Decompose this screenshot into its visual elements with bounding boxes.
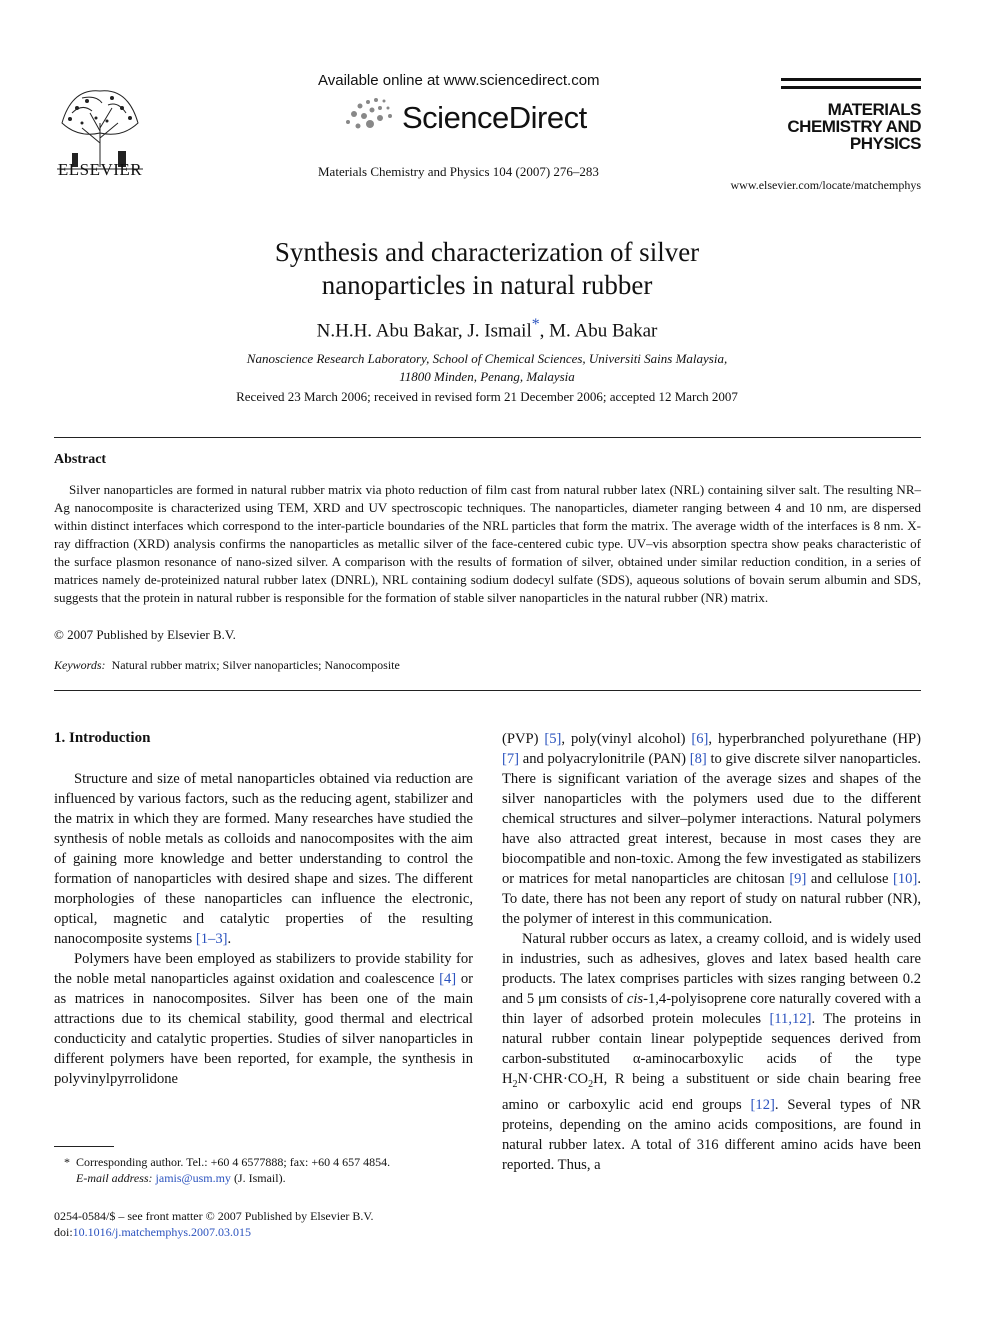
text-run: (PVP) <box>502 731 545 747</box>
journal-url[interactable]: www.elsevier.com/locate/matchemphys <box>730 178 921 192</box>
text-run: . Several types of NR proteins, depending on the amino acids compositions, are found in natural rubber latex. A total of 316 different amino acids have been reported. Thus, a <box>502 1096 921 1173</box>
text-run: . To date, there has not been any report of study on natural rubber (NR), the polymer of interest in this communication. <box>502 871 921 927</box>
text-run: Structure and size of metal nanoparticles obtained via reduction are influenced by various factors, such as the reducing agent, stabilizer and the matrix in which they are formed. Many researches have studied the synthesis of noble metals as colloids and nanocomposites with the aim of gaining more knowledge and better understanding to control the formation of nanoparticles with desired shape and sizes. The different morphologies of these nanoparticles can influence the electronic, optical, magnetic and catalytic properties of the resulting nanocomposite systems <box>54 771 473 947</box>
email-link[interactable]: jamis@usm.my <box>155 1171 231 1185</box>
subscript: 2 <box>588 1078 594 1090</box>
divider <box>54 437 921 438</box>
doi-label: doi: <box>54 1225 73 1239</box>
abstract-paragraph: Silver nanoparticles are formed in natural rubber matrix via photo reduction of film cast from natural rubber latex (NRL) containing silver salt. The resulting NR–Ag nanocomposite is characterized using TEM, XRD and UV spectroscopic techniques. The nanoparticles, diameter ranging between 4 and 10 nm, are dispersed within distinct interfaces which correspond to the inter-particle boundaries of the NRL particles that form the matrix. The average width of the interfaces is 8 nm. X-ray diffraction (XRD) analysis confirms the nanoparticles as metallic silver of the face-centered cubic type. UV–vis absorption spectra show peaks characteristic of the surface plasmon resonance of nano-sized silver. A comparison with the results of formation of silver, obtained under similar reduction condition, in a series of matrices namely de-proteinized natural rubber latex (DNRL), NRL containing sodium dodecyl sulfate (SDS), aqueous solutions of bovain serum albumin and SDS, suggests that the protein in natural rubber is responsible for the formation of stable silver nanoparticles in the natural rubber (NR) matrix. <box>54 482 921 605</box>
footnote <box>54 1154 473 1186</box>
sciencedirect-dots-icon <box>344 96 404 136</box>
corresponding-author-mark[interactable]: * <box>531 316 540 333</box>
text-run: -1,4-polyisoprene core naturally covered with a thin layer of adsorbed protein molecules <box>502 991 921 1027</box>
email-suffix: (J. Ismail). <box>230 1171 286 1185</box>
journal-logo-line: CHEMISTRY AND <box>787 117 921 136</box>
citation-link[interactable]: [7] <box>502 751 520 767</box>
issn-line: 0254-0584/$ – see front matter © 2007 Published by Elsevier B.V. <box>54 1209 374 1223</box>
citation-link[interactable]: [6] <box>691 731 709 747</box>
journal-logo-line: PHYSICS <box>849 134 921 153</box>
text-run-italic: cis <box>626 991 644 1007</box>
section-heading: 1. Introduction <box>54 730 151 746</box>
citation-link[interactable]: [10] <box>893 871 918 887</box>
abstract-heading: Abstract <box>54 452 107 467</box>
body-column-right <box>502 729 921 1175</box>
text-run: Polymers have been employed as stabilizers to provide stability for the noble metal nanoparticles against oxidation and coalescence <box>54 951 473 987</box>
author-name: M. Abu Bakar <box>549 320 658 342</box>
abstract-text <box>54 481 921 607</box>
email-label: E-mail address: <box>76 1171 153 1185</box>
keywords <box>54 658 400 673</box>
title-line: nanoparticles in natural rubber <box>321 270 653 300</box>
front-matter-info <box>54 1208 374 1240</box>
citation-link[interactable]: [8] <box>689 751 707 767</box>
subscript: 2 <box>512 1078 518 1090</box>
citation-link[interactable]: [1–3] <box>195 931 228 947</box>
divider <box>54 690 921 691</box>
journal-logo-line: MATERIALS <box>827 100 921 119</box>
citation-link[interactable]: [11,12] <box>769 1011 812 1027</box>
sciencedirect-wordmark: ScienceDirect <box>402 100 587 135</box>
citation-link[interactable]: [4] <box>439 971 457 987</box>
abstract-copyright: © 2007 Published by Elsevier B.V. <box>54 627 236 642</box>
doi-line <box>54 1224 374 1240</box>
text-run: N·CHR·CO <box>517 1071 589 1087</box>
affiliation <box>96 350 878 386</box>
keywords-text: Natural rubber matrix; Silver nanoparticles; Nanocomposite <box>111 658 400 672</box>
text-run: and polyacrylonitrile (PAN) <box>519 751 690 767</box>
journal-logo-rules <box>781 78 921 94</box>
citation-link[interactable]: [9] <box>789 871 807 887</box>
citation-link[interactable]: [5] <box>544 731 562 747</box>
body-paragraph <box>54 769 473 949</box>
body-paragraph <box>502 929 921 1175</box>
body-paragraph <box>502 729 921 929</box>
author-name: N.H.H. Abu Bakar <box>316 320 458 342</box>
title-line: Synthesis and characterization of silver <box>274 237 700 267</box>
doi-link[interactable]: 10.1016/j.matchemphys.2007.03.015 <box>72 1225 251 1239</box>
text-run: and cellulose <box>806 871 894 887</box>
footnote-rule <box>54 1146 114 1147</box>
body-paragraph <box>54 949 473 1089</box>
keywords-label: Keywords: <box>54 658 106 672</box>
text-run: or as matrices in nanocomposites. Silver has been one of the main attractions due to its chemical stability, good thermal and electrical conducticity and catalytic properties. Studies of silver nanoparticles in different polymers have been reported, for example, the synthesis in polyvinylpyrrolidone <box>54 971 473 1087</box>
author-separator: , <box>539 320 550 342</box>
publisher-name: ELSEVIER <box>57 160 143 179</box>
text-run: Natural rubber occurs as latex, a creamy colloid, and is widely used in industries, such as adhesives, gloves and latex based health care products. The latex comprises particles with sizes ranging between 0.2 and 5 μm consists of <box>502 931 921 1007</box>
text-run: H, R being a substituent or side chain bearing free amino or carboxylic acid end groups <box>502 1071 921 1113</box>
author-separator: , <box>457 320 468 342</box>
received-dates: Received 23 March 2006; received in revised form 21 December 2006; accepted 12 March 2007 <box>236 389 738 404</box>
text-run: to give discrete silver nanoparticles. There is significant variation of the average sizes and shapes of the silver nanoparticles with the polymers used due to the different chemical structures and silver–polymer interactions. Natural polymers have also attracted great interest, because in most cases they are biocompatible and non-toxic. Among the few investigated as stabilizers or matrices for metal nanoparticles are chitosan <box>502 751 922 887</box>
author-list <box>96 316 878 342</box>
body-column-left <box>54 769 473 1089</box>
available-online: Available online at www.sciencedirect.com <box>318 72 600 89</box>
text-run: , hyperbranched polyurethane (HP) <box>708 731 922 747</box>
journal-logo <box>781 101 921 152</box>
citation-link[interactable]: [12] <box>750 1096 775 1113</box>
author-name: J. Ismail <box>467 320 532 342</box>
affiliation-line: Nanoscience Research Laboratory, School of Chemical Sciences, Universiti Sains Malaysia, <box>246 351 728 366</box>
text-run: . The proteins in natural rubber contain linear polypeptide sequences derived from carbon-substituted α-aminocarboxylic acids of the type H <box>502 1011 922 1087</box>
footnote-mark: * <box>64 1155 70 1169</box>
affiliation-line: 11800 Minden, Penang, Malaysia <box>399 369 575 384</box>
footnote-text: Corresponding author. Tel.: +60 4 6577888; fax: +60 4 657 4854. <box>76 1155 391 1169</box>
journal-reference: Materials Chemistry and Physics 104 (2007) 276–283 <box>318 164 599 179</box>
footnote-line <box>54 1154 473 1170</box>
text-run: , poly(vinyl alcohol) <box>561 731 692 747</box>
article-title <box>96 236 878 302</box>
text-run: . <box>227 931 232 947</box>
footnote-line <box>54 1170 473 1186</box>
